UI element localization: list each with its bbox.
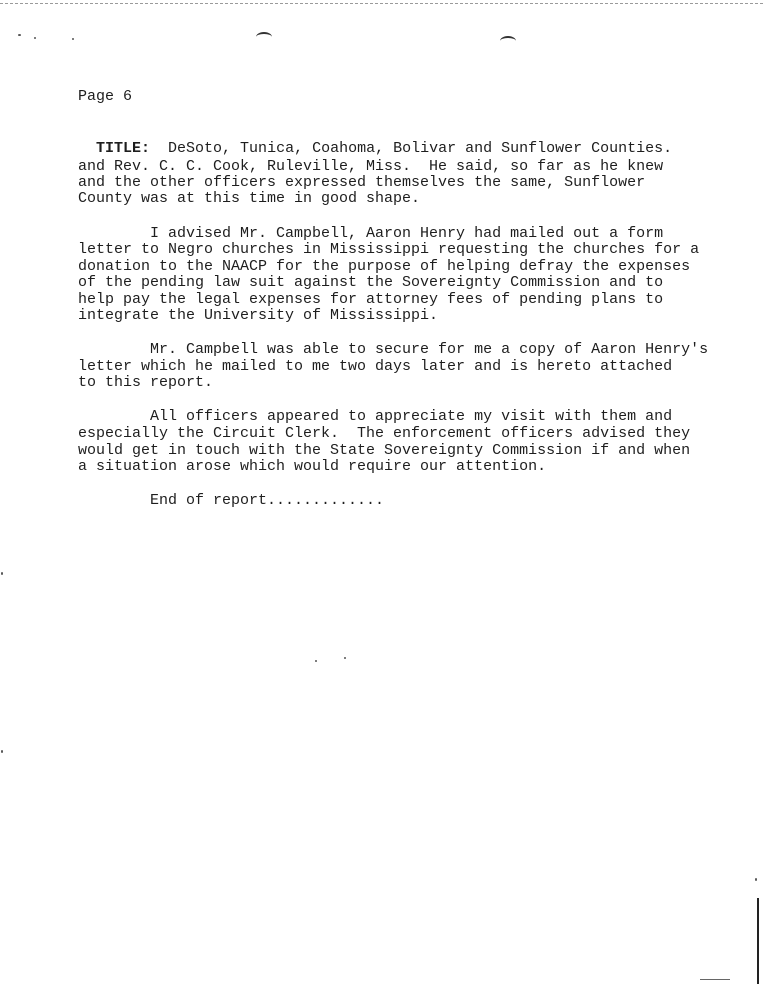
closing-line: End of report.............: [78, 492, 385, 509]
speck: [344, 657, 346, 659]
page-label: Page 6: [78, 88, 133, 105]
title-line: [78, 123, 672, 157]
body-line: I advised Mr. Campbell, Aaron Henry had mailed out a form: [78, 225, 664, 242]
speck: [1, 572, 3, 575]
speck: [72, 38, 74, 40]
punch-hole-mark-left: [256, 32, 272, 42]
speck: [34, 37, 36, 39]
speck: [315, 660, 317, 662]
title-text: DeSoto, Tunica, Coahoma, Bolivar and Sunflower Counties.: [168, 140, 673, 157]
body-line: letter to Negro churches in Mississippi requesting the churches for a: [78, 241, 700, 258]
body-line: to this report.: [78, 374, 214, 391]
speck: [18, 34, 21, 36]
body-line: of the pending law suit against the Sovereignty Commission and to: [78, 274, 664, 291]
body-line: donation to the NAACP for the purpose of helping defray the expenses: [78, 258, 691, 275]
body-line: a situation arose which would require our attention.: [78, 458, 547, 475]
speck: [1, 750, 3, 753]
body-line: and Rev. C. C. Cook, Ruleville, Miss. He said, so far as he knew: [78, 158, 664, 175]
body-line: County was at this time in good shape.: [78, 190, 421, 207]
body-line: Mr. Campbell was able to secure for me a copy of Aaron Henry's: [78, 341, 709, 358]
body-line: help pay the legal expenses for attorney fees of pending plans to: [78, 291, 664, 308]
punch-hole-mark-right: [500, 36, 516, 46]
right-edge-mark: [757, 898, 759, 984]
body-line: would get in touch with the State Sovereignty Commission if and when: [78, 442, 691, 459]
speck: [755, 878, 757, 881]
body-line: All officers appeared to appreciate my visit with them and: [78, 408, 673, 425]
title-heading: TITLE:: [96, 140, 151, 157]
page-top-edge: [0, 3, 763, 4]
title-spacer: [150, 140, 168, 157]
body-line: and the other officers expressed themselves the same, Sunflower: [78, 174, 646, 191]
body-line: letter which he mailed to me two days later and is hereto attached: [78, 358, 673, 375]
body-line: integrate the University of Mississippi.: [78, 307, 439, 324]
bottom-edge-mark: [700, 979, 730, 980]
body-line: especially the Circuit Clerk. The enforcement officers advised they: [78, 425, 691, 442]
